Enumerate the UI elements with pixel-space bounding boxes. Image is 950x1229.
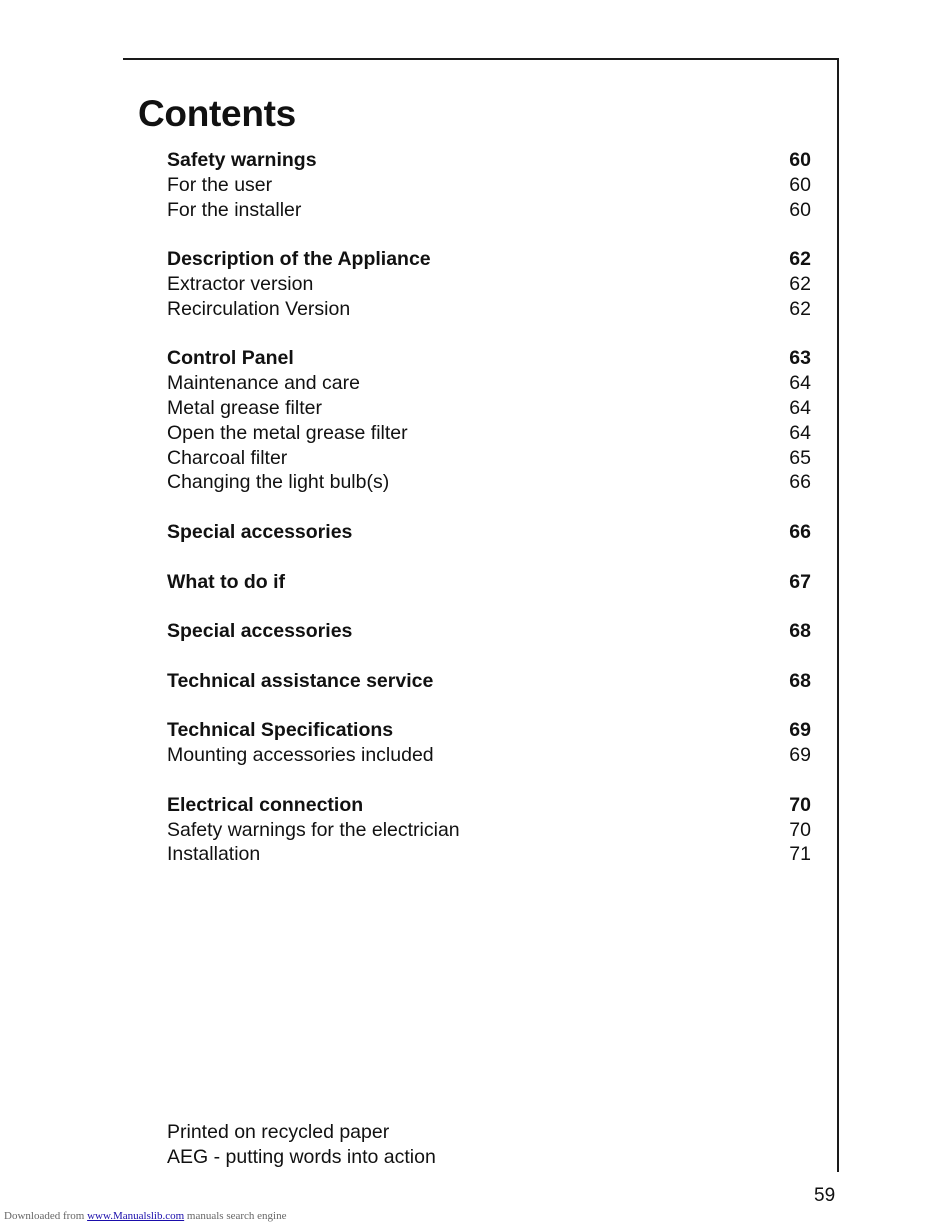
toc-entry-title: Technical assistance service (167, 669, 434, 692)
toc-page-number: 62 (789, 272, 811, 295)
toc-section-heading (167, 669, 811, 694)
footer-line-recycled: Printed on recycled paper (167, 1121, 390, 1143)
toc-entry-title: Safety warnings for the electrician (167, 818, 460, 841)
toc-entry-title: Special accessories (167, 520, 353, 543)
toc-entry-title: Control Panel (167, 347, 294, 370)
side-rule (837, 58, 839, 1172)
download-attribution (4, 1210, 286, 1222)
toc-page-number: 60 (789, 149, 811, 171)
toc-page-number: 60 (789, 173, 811, 196)
toc-section-heading (167, 570, 811, 595)
toc-section-heading (167, 148, 811, 173)
toc-page-number: 68 (789, 669, 811, 692)
toc-entry (167, 173, 811, 198)
toc-page-number: 69 (789, 719, 811, 742)
toc-entry-title: Technical Specifications (167, 719, 394, 742)
toc-section-heading (167, 718, 811, 743)
toc-entry-title: Electrical connection (167, 793, 364, 816)
toc-page-number: 71 (789, 843, 811, 866)
toc-entry-title: Mounting accessories included (167, 744, 434, 767)
toc-page-number: 63 (789, 347, 811, 370)
toc-page-number: 70 (789, 793, 811, 816)
toc-entry-title: Installation (167, 843, 261, 866)
footer-note (167, 1120, 436, 1170)
toc-entry (167, 371, 811, 396)
toc-page-number: 67 (789, 570, 811, 593)
toc-entry-title: Charcoal filter (167, 446, 288, 469)
toc-entry (167, 470, 811, 495)
toc-page-number: 69 (789, 744, 811, 767)
toc-entry (167, 743, 811, 768)
toc-page-number: 64 (789, 372, 811, 395)
toc-section-heading (167, 247, 811, 272)
toc-page-number: 66 (789, 471, 811, 494)
toc-section-heading (167, 793, 811, 818)
toc-page-number: 65 (789, 446, 811, 469)
toc-entry-title: What to do if (167, 570, 286, 593)
top-rule (123, 58, 839, 60)
toc-entry-title: Special accessories (167, 620, 353, 643)
toc-section-heading (167, 346, 811, 371)
page-title: Contents (138, 93, 296, 134)
toc-entry (167, 297, 811, 322)
toc-entry-title: For the installer (167, 198, 302, 221)
toc-section-heading (167, 619, 811, 644)
toc-entry (167, 421, 811, 446)
toc-page-number: 62 (789, 297, 811, 320)
toc-entry (167, 842, 811, 867)
toc-page-number: 70 (789, 818, 811, 841)
download-prefix: Downloaded from (4, 1210, 88, 1222)
toc-entry (167, 396, 811, 421)
download-suffix: manuals search engine (184, 1210, 287, 1222)
toc-entry-title: Maintenance and care (167, 372, 360, 395)
toc-entry (167, 272, 811, 297)
toc-page-number: 64 (789, 421, 811, 444)
page-number: 59 (814, 1185, 836, 1206)
toc-entry (167, 198, 811, 223)
toc-section-heading (167, 520, 811, 545)
toc-page-number: 64 (789, 396, 811, 419)
toc-page-number: 62 (789, 248, 811, 271)
toc-page-number: 66 (789, 520, 811, 543)
toc-entry-title: Open the metal grease filter (167, 421, 408, 444)
toc-entry-title: For the user (167, 173, 273, 196)
toc-entry-title: Recirculation Version (167, 297, 351, 320)
toc-entry (167, 446, 811, 471)
toc-entry-title: Changing the light bulb(s) (167, 471, 390, 494)
toc-entry (167, 818, 811, 843)
table-of-contents (167, 148, 811, 867)
toc-entry-title: Metal grease filter (167, 396, 322, 419)
toc-entry-title: Description of the Appliance (167, 248, 431, 271)
footer-line-slogan: AEG - putting words into action (167, 1145, 436, 1168)
toc-page-number: 60 (789, 198, 811, 221)
manualslib-link[interactable]: www.Manualslib.com (87, 1210, 185, 1222)
toc-entry-title: Extractor version (167, 272, 314, 295)
toc-entry-title: Safety warnings (167, 149, 317, 171)
toc-page-number: 68 (789, 620, 811, 643)
